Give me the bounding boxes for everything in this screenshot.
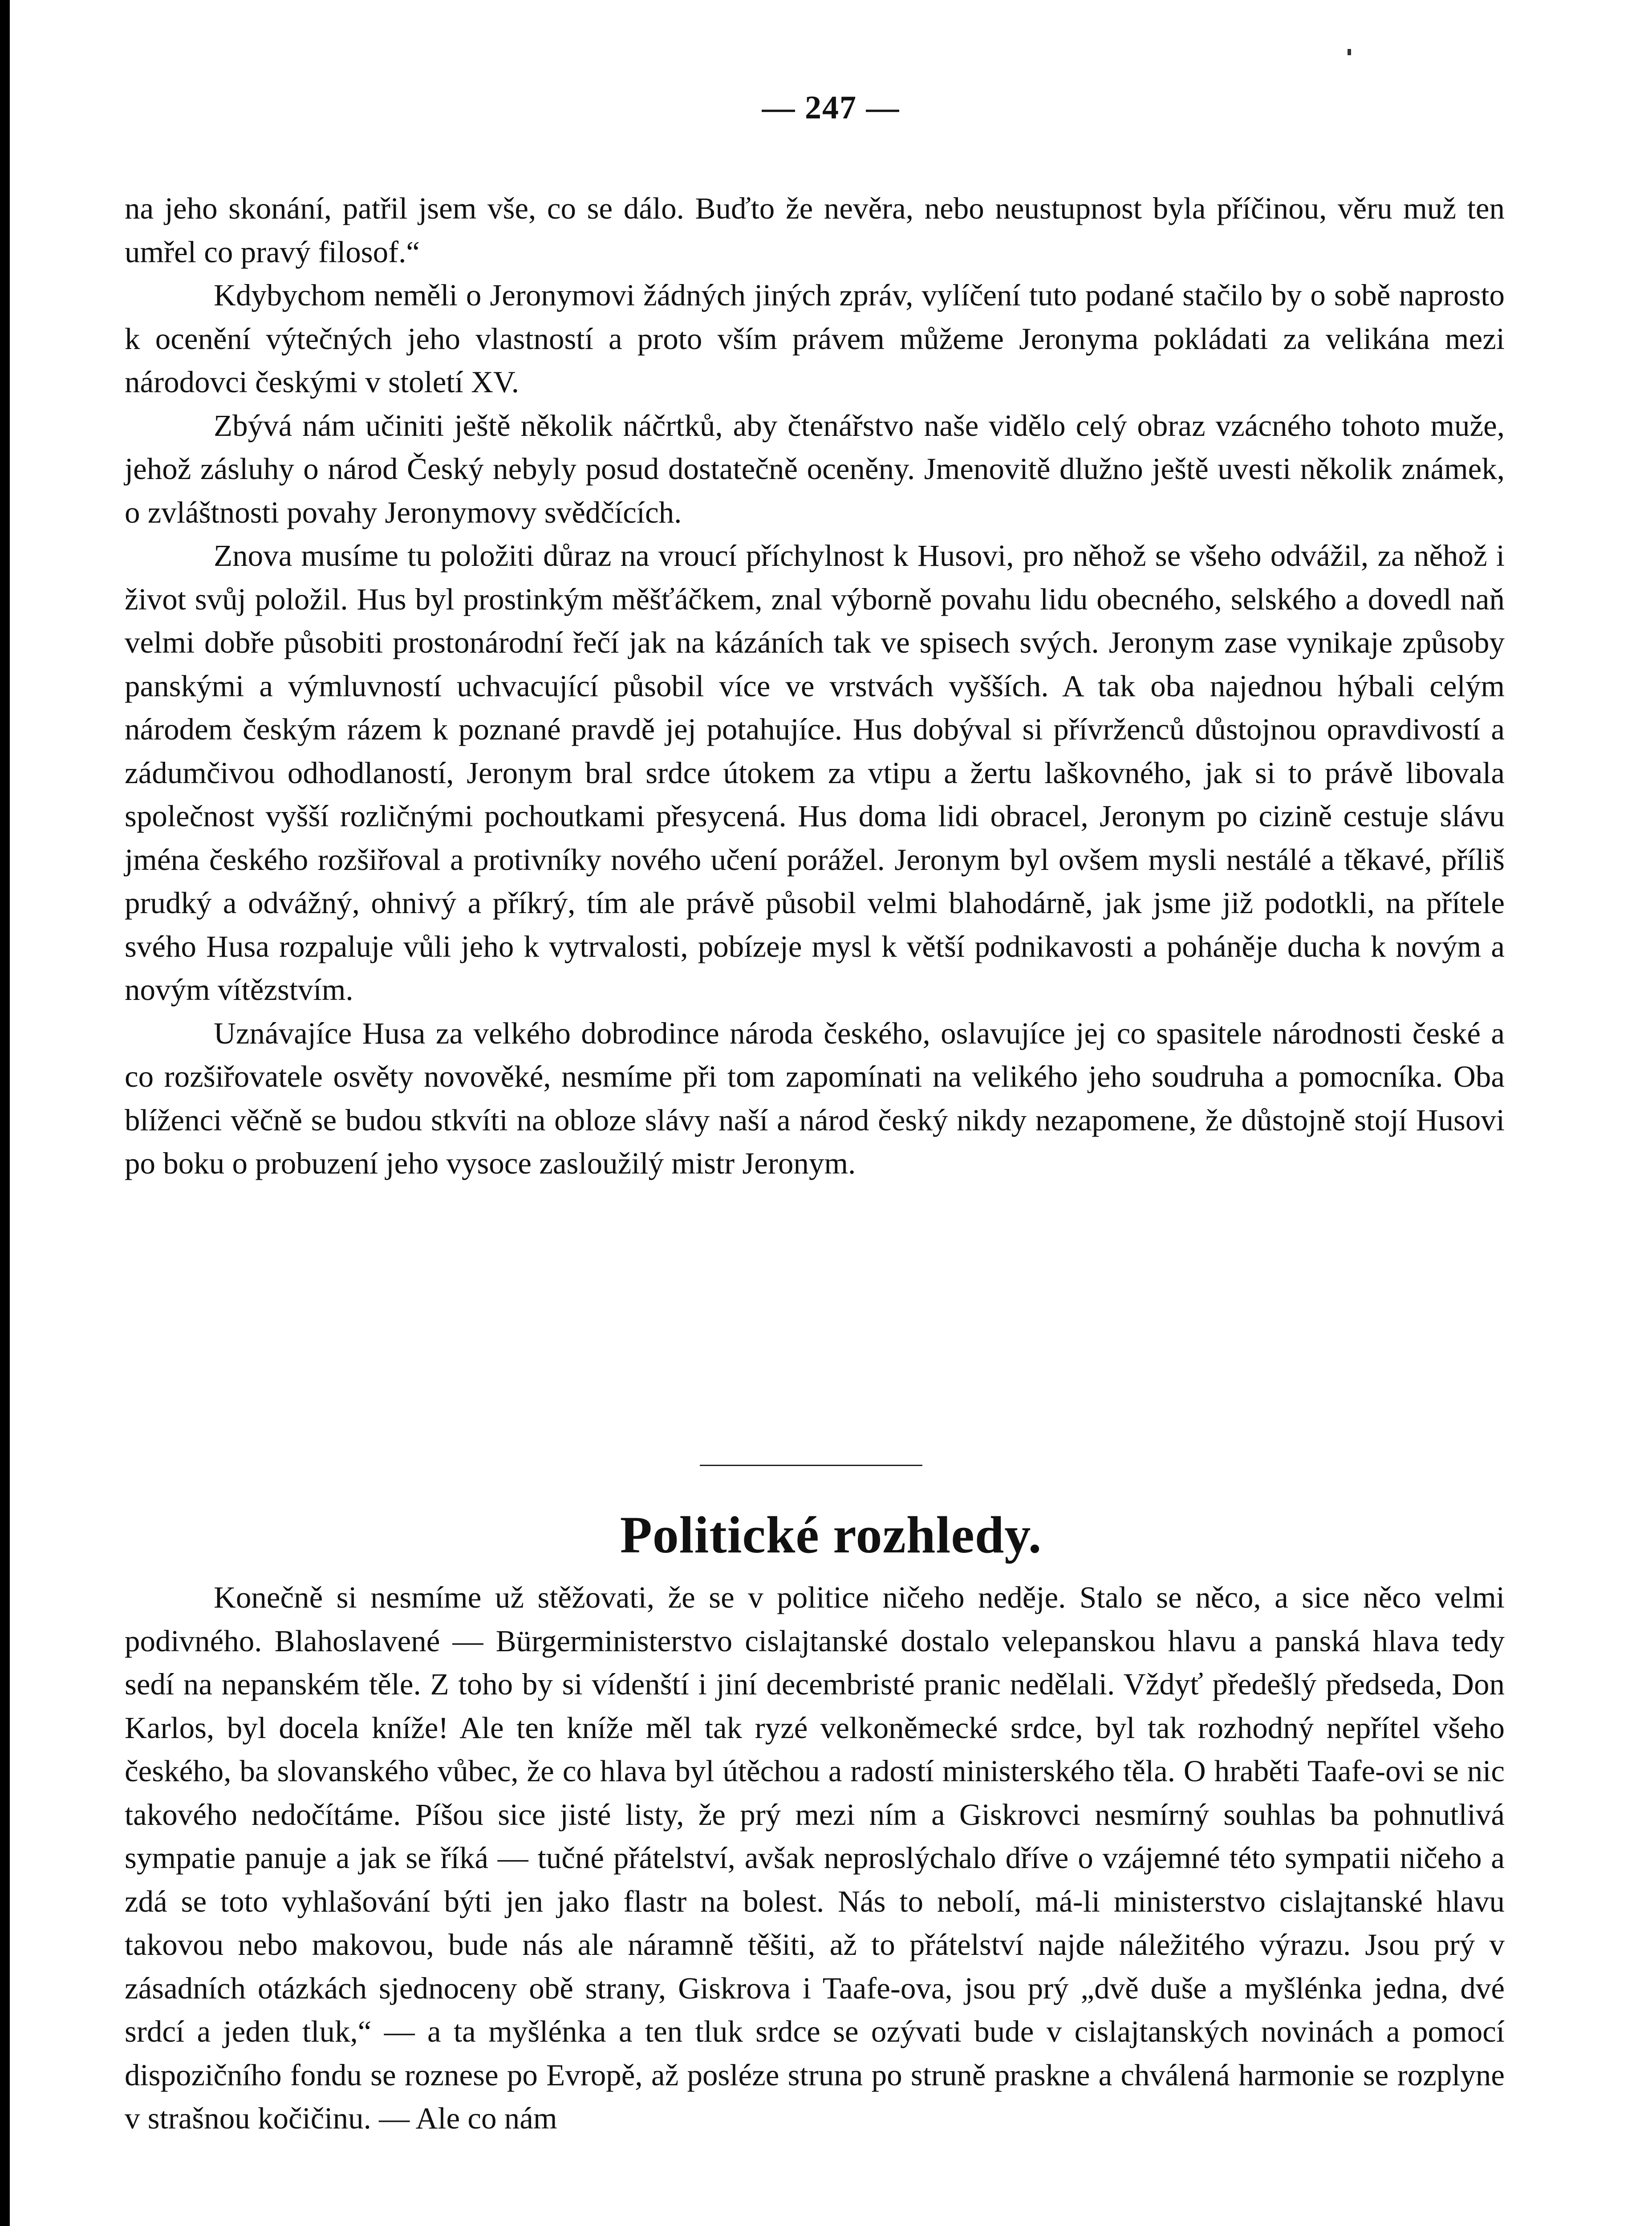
section-title: Politické rozhledy. — [620, 1506, 1042, 1564]
document-page — [10, 0, 1652, 2226]
section-text — [125, 1576, 1505, 2141]
section-divider — [700, 1465, 922, 1466]
scan-speck — [1348, 49, 1351, 55]
paragraph: Kdybychom neměli o Jeronymovi žádných jiných zpráv, vylíčení tuto podané stačilo by o sobě naprosto k ocenění výtečných jeho vlastností a proto vším právem můžeme Jeronyma pokládati za velikána mezi národovci českými v století XV. — [125, 278, 1505, 399]
paragraph: Znova musíme tu položiti důraz na vroucí příchylnost k Husovi, pro něhož se všeho odvážil, za něhož i život svůj položil. Hus byl prostinkým měšťáčkem, znal výborně povahu lidu obecného, selského a dovedl naň velmi dobře působiti prostonárodní řečí jak na kázáních tak ve spisech svých. Jeronym zase vynikaje způsoby panskými a výmluvností uchvacující působil více ve vrstvách vyšších. A tak oba najednou hýbali celým národem českým rázem k poznané pravdě jej potahujíce. Hus dobýval si přívrženců důstojnou opravdivostí a zádumčivou odhodlaností, Jeronym bral srdce útokem za vtipu a žertu laškovného, jak si to právě libovala společnost vyšší rozličnými pochoutkami přesycená. Hus doma lidi obracel, Jeronym po cizině cestuje slávu jména českého rozšiřoval a protivníky nového učení porážel. Jeronym byl ovšem mysli nestálé a těkavé, příliš prudký a odvážný, ohnivý a příkrý, tím ale právě působil velmi blahodárně, jak jsme již podotkli, na přítele svého Husa rozpaluje vůli jeho k vytrvalosti, pobízeje mysl k větší podnikavosti a poháněje ducha k novým a novým vítězstvím. — [125, 539, 1505, 1007]
paragraph: Uznávajíce Husa za velkého dobrodince národa českého, oslavujíce jej co spasitele národnosti české a co rozšiřovatele osvěty novověké, nesmíme při tom zapomínati na velikého jeho soudruha a pomocníka. Oba blíženci věčně se budou stkvíti na obloze slávy naší a národ český nikdy nezapomene, že důstojně stojí Husovi po boku o probuzení jeho vysoce zasloužilý mistr Jeronym. — [125, 1016, 1505, 1180]
paragraph: na jeho skonání, patřil jsem vše, co se dálo. Buďto že nevěra, nebo neustupnost byla příčinou, věru muž ten umřel co pravý filosof.“ — [125, 191, 1505, 269]
article-continued-text — [125, 187, 1505, 1186]
page-number: — 247 — — [762, 89, 900, 126]
paragraph: Zbývá nám učiniti ještě několik náčrtků, aby čtenářstvo naše vidělo celý obraz vzácného tohoto muže, jehož zásluhy o národ Český nebyly posud dostatečně oceněny. Jmenovitě dlužno ještě uvesti několik známek, o zvláštnosti povahy Jeronymovy svědčících. — [125, 408, 1505, 529]
paragraph: Konečně si nesmíme už stěžovati, že se v politice ničeho neděje. Stalo se něco, a sice něco velmi podivného. Blahoslavené — Bürgerministerstvo cislajtanské dostalo velepanskou hlavu a panská hlava tedy sedí na nepanském těle. Z toho by si vídenští i jiní decembristé pranic nedělali. Vždyť předešlý předseda, Don Karlos, byl docela kníže! Ale ten kníže měl tak ryzé velkoněmecké srdce, byl tak rozhodný nepřítel všeho českého, ba slovanského vůbec, že co hlava byl útěchou a radostí ministerského těla. O hraběti Taafe-ovi se nic takového nedočítáme. Píšou sice jisté listy, že prý mezi ním a Giskrovci nesmírný souhlas ba pohnutlivá sympatie panuje a jak se říká — tučné přátelství, avšak neproslýchalo dříve o vzájemné této sympatii ničeho a zdá se toto vyhlašování býti jen jako flastr na bolest. Nás to nebolí, má-li ministerstvo cislajtanské hlavu takovou nebo makovou, bude nás ale náramně těšiti, až to přátelství najde náležitého výrazu. Jsou prý v zásadních otázkách sjednoceny obě strany, Giskrova i Taafe-ova, jsou prý „dvě duše a myšlénka jedna, dvé srdcí a jeden tluk,“ — a ta myšlénka a ten tluk srdce se ozývati bude v cislajtanských novinách a pomocí dispozičního fondu se roznese po Evropě, až posléze struna po struně praskne a chválená harmonie se rozplyne v strašnou kočičinu. — Ale co nám — [125, 1580, 1505, 2135]
